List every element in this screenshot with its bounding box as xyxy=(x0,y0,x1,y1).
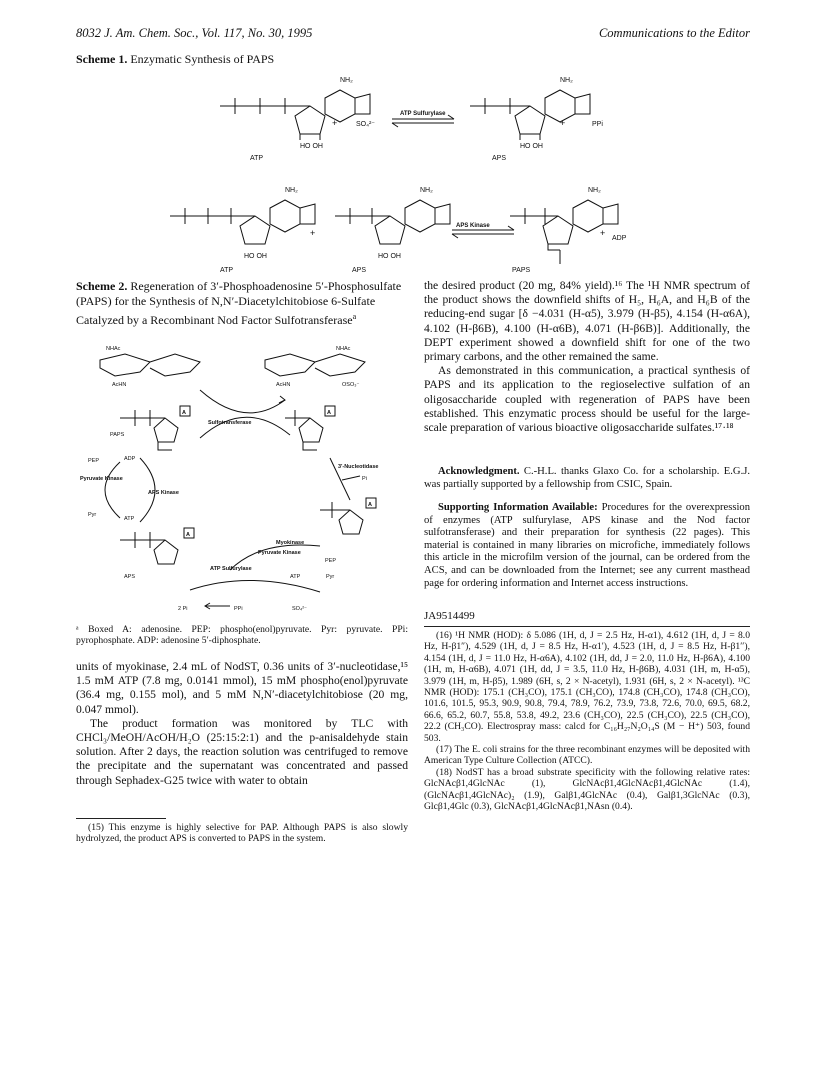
s2-a-4: A xyxy=(186,532,190,538)
s2-atp-2: ATP xyxy=(290,574,301,580)
left-paragraph-2: The product formation was monitored by TLC with CHCl₃/MeOH/AcOH/H₂O (25:15:2:1) and the p-anisaldehyde stain solution. After 2 days, the reaction solution was centrifuged to remove the precipitate and the supernatant was concentrated and passed through Sephadex-G25 twice with water to obtain xyxy=(76,716,408,787)
s2-aps: APS xyxy=(124,574,136,580)
s2-pyr-2: Pyr xyxy=(326,574,335,580)
s1-hooh-c: HO OH xyxy=(244,253,267,260)
atp-structure-2 xyxy=(170,200,315,244)
s1-nh2-b: NH₂ xyxy=(560,77,573,84)
s2-aps-kinase: APS Kinase xyxy=(148,490,179,496)
s2-atp: ATP xyxy=(124,516,135,522)
s1-aps-label: APS xyxy=(492,155,507,162)
scheme1-title-text: Enzymatic Synthesis of PAPS xyxy=(127,52,275,66)
s1-nh2-d: NH₂ xyxy=(420,187,433,194)
s2-achn-b: AcHN xyxy=(276,382,291,388)
right-footnote-rule xyxy=(424,626,750,627)
s1-nh2-e: NH₂ xyxy=(588,187,601,194)
s2-pep: PEP xyxy=(88,458,100,464)
s2-pyr: Pyr xyxy=(88,512,97,518)
acknowledgment-text: C.-H.L. thanks Glaxo Co. for a scholarship. E.G.J. was partially supported by a fellowship from CSIC, Spain. xyxy=(424,466,750,490)
scheme1-figure xyxy=(160,68,720,274)
right-column-text xyxy=(424,279,750,435)
right-paragraph-1: the desired product (20 mg, 84% yield).¹⁶ The ¹H NMR spectrum of the product shows the downfield shifts of H₅, H₆A, and H₆B of the reducing-end sugar [δ −4.031 (H-α5), 3.979 (H-β5), 4.154 (H-α6A), 4.102 (H-β6B), 4.100 (H-α6B), 4.071 (H-β6B)]. Additionally, the DEPT experiment showed a downfield shift for one of the two primary carbons, and the other remained the same. xyxy=(424,279,750,364)
s2-a-1: A xyxy=(182,410,186,416)
s2-nhac-a: NHAc xyxy=(106,346,121,352)
s2-ppi: PPi xyxy=(234,606,243,612)
s1-plus-d: + xyxy=(600,228,606,238)
left-footnote-rule xyxy=(76,818,166,819)
s1-atp-label: ATP xyxy=(250,155,264,162)
s1-atp-label-2: ATP xyxy=(220,267,234,274)
supporting-text: Procedures for the overexpression of enzymes (ATP sulfurylase, APS kinase and the Nod factor sulfotransferase) and their preparation for synthesis (22 pages). This material is contained in many libraries on microfiche, immediately follows this article in the microfilm version of the journal, can be ordered from the ACS, and can be downloaded from the Internet; see any current masthead page for ordering information and Internet access instructions. xyxy=(424,502,751,589)
footnote-17: (17) The E. coli strains for the three recombinant enzymes will be deposited with American Type Culture Collection (ATCC). xyxy=(424,744,750,767)
acknowledgment-heading: Acknowledgment. xyxy=(438,466,520,477)
s1-enzyme-2: APS Kinase xyxy=(456,223,490,229)
left-paragraph-1: units of myokinase, 2.4 mL of NodST, 0.36 units of 3′-nucleotidase,¹⁵ 1.5 mM ATP (7.8 mg, 0.0141 mmol), 15 mM phospho(enol)pyruvate (36.4 mg, 0.155 mol), and 5 mM N,N′-diacetylchitobiose (20 mg, 0.047 mmol). xyxy=(76,660,408,716)
left-column-text xyxy=(76,660,408,788)
running-header-left: 8032 J. Am. Chem. Soc., Vol. 117, No. 30, 1995 xyxy=(76,26,313,40)
s1-plus-c: + xyxy=(310,228,316,238)
aps-structure xyxy=(470,90,590,140)
scheme2-title-sup: a xyxy=(352,312,357,321)
footnote-18: (18) NodST has a broad substrate specificity with the following relative rates: GlcNAcβ1,4GlcNAc (1), GlcNAcβ1,4GlcNAcβ1,4GlcNAc (1.4), (GlcNAcβ1,4GlcNAc)₂ (1.9), Galβ1,4GlcNAc (0.4), Galβ1,3GlcNAc (0.3), Glcβ1,4Glc (0.3), GlcNAcβ1,4GlcNAcβ1,NAsn (0.4). xyxy=(424,766,750,813)
footnote-15 xyxy=(76,822,408,845)
s1-adp: ADP xyxy=(612,235,627,242)
s1-plus-b: + xyxy=(560,118,566,128)
s1-so4-a: SO₄²⁻ xyxy=(356,121,375,128)
s1-hooh-a: HO OH xyxy=(300,143,323,150)
scheme2-title-label: Scheme 2. xyxy=(76,279,128,293)
atp-structure xyxy=(220,90,370,140)
scheme2-figure xyxy=(80,340,410,618)
s2-nucleotidase: 3′-Nucleotidase xyxy=(338,464,379,470)
s2-sulfotransferase: Sulfotransferase xyxy=(208,420,252,426)
s1-nh2-a: NH₂ xyxy=(340,77,353,84)
s2-atp-sulfurylase: ATP Sulfurylase xyxy=(210,566,252,572)
s2-nhac-b: NHAc xyxy=(336,346,351,352)
aps-structure-2 xyxy=(335,200,450,244)
scheme2-footnote: ᵃ Boxed A: adenosine. PEP: phospho(enol)pyruvate. Pyr: pyruvate. PPi: pyrophosphate. ADP: adenosine 5′-diphosphate. xyxy=(76,624,408,647)
s2-2pi: 2 Pi xyxy=(178,606,188,612)
right-footnotes xyxy=(424,630,750,813)
s2-a-3: A xyxy=(368,502,372,508)
s1-enzyme-1: ATP Sulfurylase xyxy=(400,111,446,117)
right-paragraph-2: As demonstrated in this communication, a practical synthesis of PAPS and its application to the regioselective sulfation of an oligosaccharide coupled with regeneration of PAPS have been established. This enzymatic process should be useful for the large-scale preparation of various bioactive oligosaccharide sulfates.¹⁷·¹⁸ xyxy=(424,364,750,435)
s1-plus-a: + xyxy=(332,118,338,128)
supporting-heading: Supporting Information Available: xyxy=(438,502,598,513)
running-header-right: Communications to the Editor xyxy=(598,26,750,40)
s2-pi: Pi xyxy=(362,476,367,482)
s2-achn-a: AcHN xyxy=(112,382,127,388)
s2-pyruvate-kinase: Pyruvate Kinase xyxy=(80,476,123,482)
scheme2-title xyxy=(76,279,406,328)
s1-aps-label-2: APS xyxy=(352,267,367,274)
manuscript-id: JA9514499 xyxy=(424,610,475,622)
scheme2-title-text: Regeneration of 3′-Phosphoadenosine 5′-Phosphosulfate (PAPS) for the Synthesis of N,N′-Diacetylchitobiose 6-Sulfate Catalyzed by a Recombinant Nod Factor Sulfotransferase xyxy=(76,279,402,327)
scheme1-title-label: Scheme 1. xyxy=(76,52,128,66)
s2-a-2: A xyxy=(327,410,331,416)
scheme1-title xyxy=(76,52,274,67)
s1-hooh-d: HO OH xyxy=(378,253,401,260)
s2-so4: SO₄²⁻ xyxy=(292,606,307,612)
s2-pep-2: PEP xyxy=(325,558,337,564)
footnote-15-text: (15) This enzyme is highly selective for PAP. Although PAPS is also slowly hydrolyzed, the product APS is converted to PAPS in the system. xyxy=(76,822,408,845)
supporting-information xyxy=(424,502,750,590)
footnote-16: (16) ¹H NMR (HOD): δ 5.086 (1H, d, J = 2.5 Hz, H-α1), 4.612 (1H, d, J = 8.0 Hz, H-β1″), 4.529 (1H, d, J = 8.5 Hz, H-α1′), 4.523 (1H, d, J = 8.5 Hz, H-β1′′), 4.154 (1H, d, J = 11.0 Hz, H-α6A), 4.102 (1H, dd, J = 2.0, 11.0 Hz, H-β6A), 4.100 (1H, m, H-α6B), 4.071 (1H, dd, J = 3.5, 11.0 Hz, H-β6B), 4.031 (1H, m, H-α5), 3.979 (1H, m, H-β5), 1.989 (6H, s, 2 × N-acetyl), 1.931 (6H, s, 2 × N-acetyl). ¹³C NMR (HOD): 175.1 (CH₃CO), 175.1 (CH₃CO), 174.8 (CH₃CO), 174.8 (CH₃CO), 101.6, 101.5, 95.3, 90.9, 90.8, 79.4, 78.9, 76.2, 73.9, 73.8, 72.6, 70.0, 69.5, 68.2, 66.6, 65.2, 60.7, 55.8, 53.8, 49.2, 23.6 (CH₃CO), 22.5 (CH₃CO), 22.5 (CH₃CO), 22.2 (CH₃CO). Electrospray mass: calcd for C₁₆H₂₇N₂O₁₄S (M − H⁺) 503, found 503. xyxy=(424,630,750,744)
s2-pyruvate-kinase-2: Pyruvate Kinase xyxy=(258,550,301,556)
s1-ppi: PPi xyxy=(592,121,603,128)
s2-myokinase: Myokinase xyxy=(276,540,305,546)
s2-paps: PAPS xyxy=(110,432,125,438)
s1-paps-label: PAPS xyxy=(512,267,531,274)
s1-nh2-c: NH₂ xyxy=(285,187,298,194)
acknowledgment xyxy=(424,466,750,491)
s2-oso3: OSO₃⁻ xyxy=(342,382,360,388)
s2-adp: ADP xyxy=(124,456,136,462)
s1-hooh-b: HO OH xyxy=(520,143,543,150)
